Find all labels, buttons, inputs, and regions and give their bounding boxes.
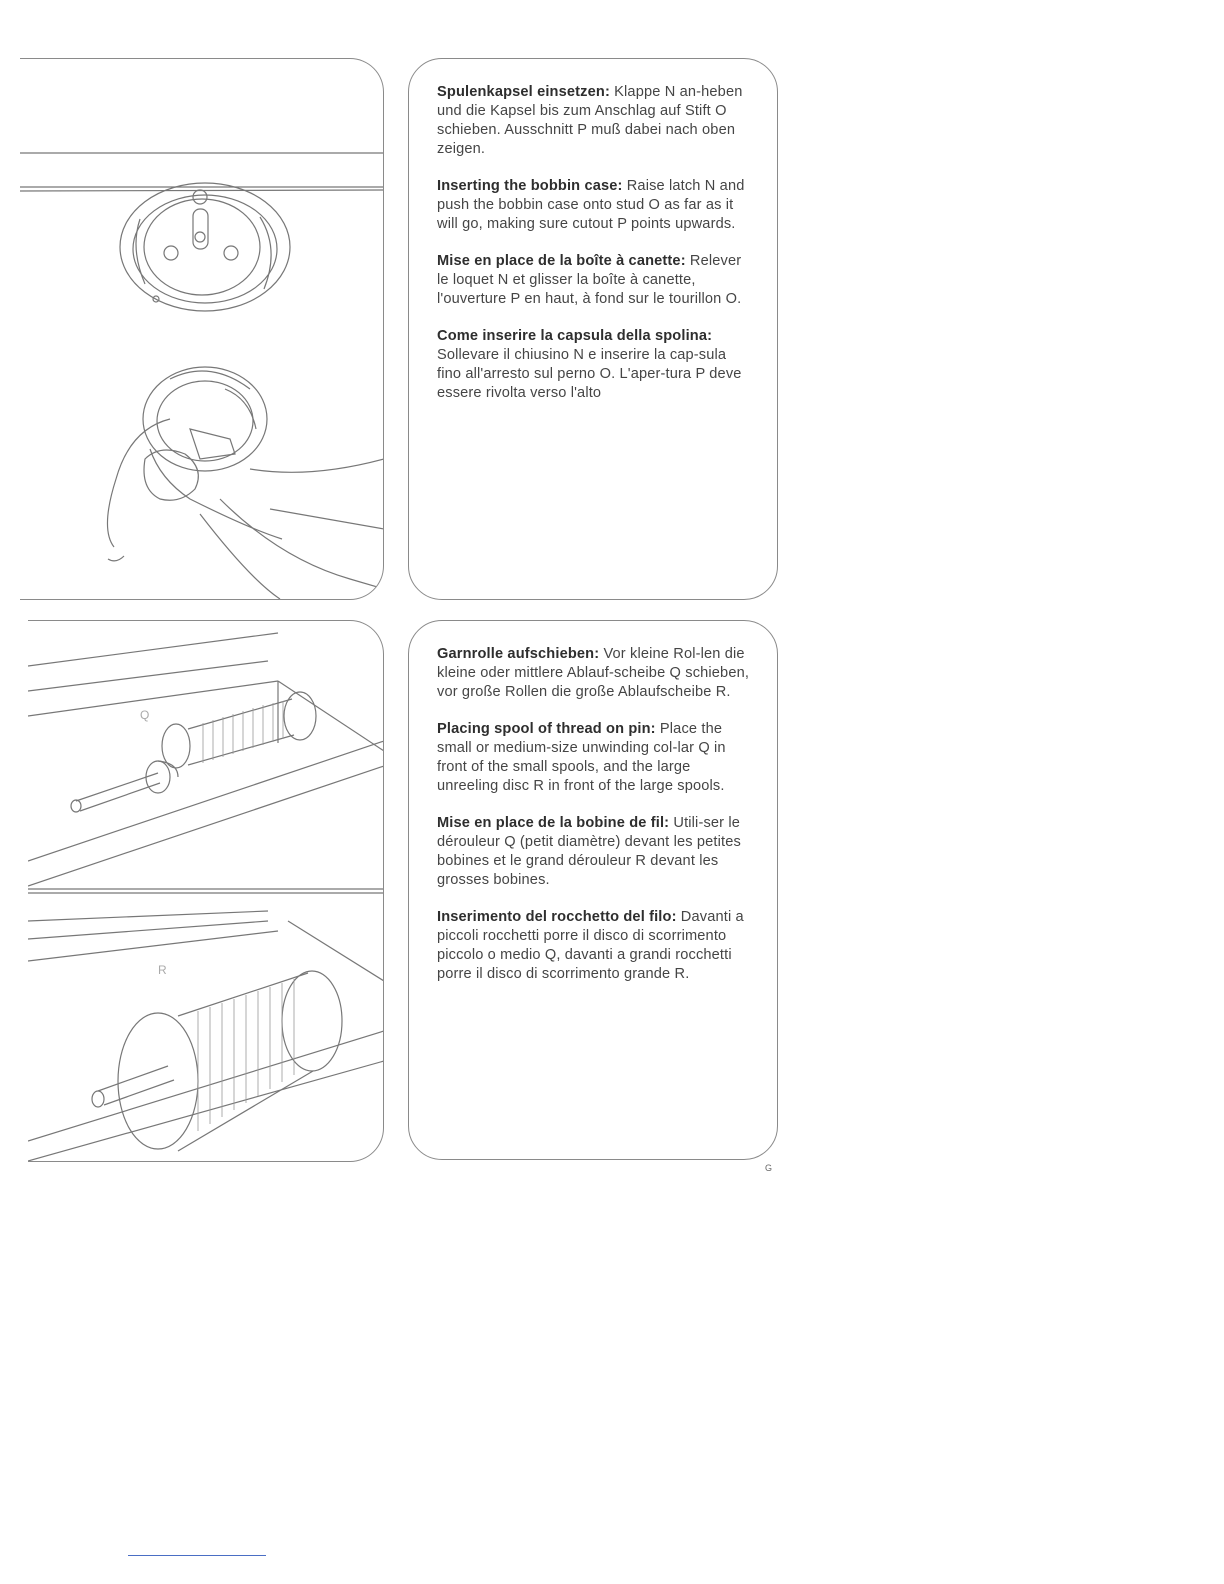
page-number: G bbox=[765, 1163, 773, 1173]
paragraph-body: Raise latch N and push the bobbin case onto stud O as far as it will go, making sure cutout P points upwards. bbox=[437, 178, 745, 232]
paragraph-heading: Mise en place de la boîte à canette: bbox=[437, 253, 686, 269]
spool-illustration bbox=[28, 621, 384, 1162]
paragraph-body: Relever le loquet N et glisser la boîte à canette, l'ouverture P en haut, à fond sur le tourillon O. bbox=[437, 253, 742, 307]
instruction-paragraph-en bbox=[437, 720, 751, 796]
paragraph-body: Vor kleine Rol-len die kleine oder mittlere Ablauf-scheibe Q schieben, vor große Rollen die große Ablaufscheibe R. bbox=[437, 646, 750, 700]
instruction-paragraph-de bbox=[437, 645, 751, 702]
paragraph-body: Davanti a piccoli rocchetti porre il disco di scorrimento piccolo o medio Q, davanti a grandi rocchetti porre il disco di scorrimento grande R. bbox=[437, 909, 744, 982]
paragraph-body: Sollevare il chiusino N e inserire la cap-sula fino all'arresto sul perno O. L'aper-tura P deve essere rivolta verso l'alto bbox=[437, 347, 742, 401]
bobbin-case-instructions-panel bbox=[408, 58, 778, 600]
instruction-paragraph-de bbox=[437, 83, 751, 159]
instruction-paragraph-it bbox=[437, 327, 751, 403]
label-r: R bbox=[158, 963, 167, 977]
paragraph-heading: Placing spool of thread on pin: bbox=[437, 721, 656, 737]
spool-illustration-panel bbox=[28, 620, 384, 1162]
label-q: Q bbox=[140, 708, 150, 722]
spool-instructions-panel bbox=[408, 620, 778, 1160]
paragraph-heading: Garnrolle aufschieben: bbox=[437, 646, 600, 662]
instruction-paragraph-it bbox=[437, 908, 751, 984]
paragraph-heading: Inserimento del rocchetto del filo: bbox=[437, 909, 677, 925]
footer-rule bbox=[128, 1555, 266, 1556]
instruction-paragraph-fr bbox=[437, 814, 751, 890]
instruction-paragraph-en bbox=[437, 177, 751, 234]
paragraph-heading: Mise en place de la bobine de fil: bbox=[437, 815, 670, 831]
instruction-paragraph-fr bbox=[437, 252, 751, 309]
paragraph-body: Place the small or medium-size unwinding col-lar Q in front of the small spools, and the large unreeling disc R in front of the large spools. bbox=[437, 721, 726, 794]
paragraph-heading: Come inserire la capsula della spolina: bbox=[437, 328, 713, 344]
paragraph-body: Utili-ser le dérouleur Q (petit diamètre) devant les petites bobines et le grand dérouleur R devant les grosses bobines. bbox=[437, 815, 741, 888]
paragraph-body: Klappe N an-heben und die Kapsel bis zum Anschlag auf Stift O schieben. Ausschnitt P muß dabei nach oben zeigen. bbox=[437, 84, 743, 157]
bobbin-case-illustration bbox=[20, 59, 384, 600]
paragraph-heading: Inserting the bobbin case: bbox=[437, 178, 623, 194]
bobbin-case-illustration-panel bbox=[20, 58, 384, 600]
paragraph-heading: Spulenkapsel einsetzen: bbox=[437, 84, 610, 100]
